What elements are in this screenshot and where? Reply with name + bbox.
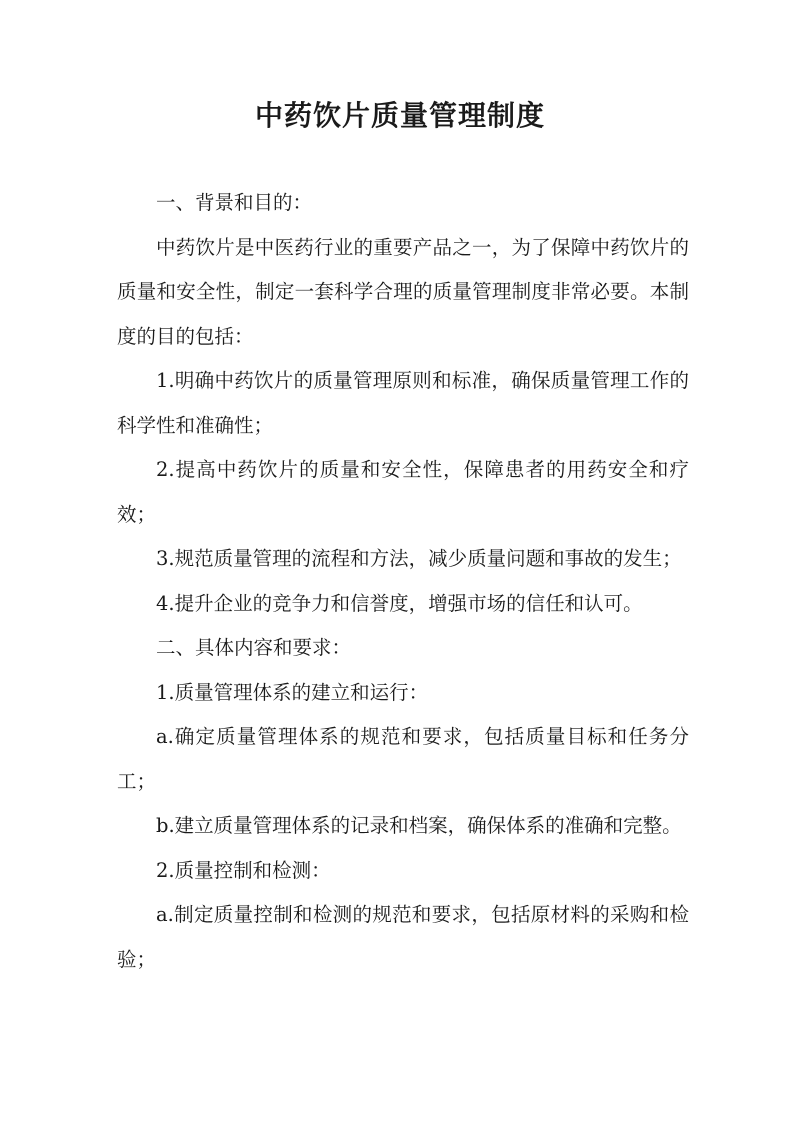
subsection-quality-system: 1.质量管理体系的建立和运行：: [156, 680, 429, 704]
quality-control-item-a: a.制定质量控制和检测的规范和要求，包括原材料的采购和检验；: [117, 903, 689, 971]
purpose-item-4: 4.提升企业的竞争力和信誉度，增强市场的信任和认可。: [156, 591, 643, 615]
purpose-item-3: 3.规范质量管理的流程和方法，减少质量问题和事故的发生；: [156, 547, 682, 570]
quality-system-item-a: a.确定质量管理体系的规范和要求，包括质量目标和任务分工；: [117, 725, 689, 793]
subsection-quality-control: 2.质量控制和检测：: [156, 858, 331, 882]
quality-system-item-b: b.建立质量管理体系的记录和档案，确保体系的准确和完整。: [156, 814, 682, 837]
purpose-item-2: 2.提高中药饮片的质量和安全性，保障患者的用药安全和疗效；: [117, 458, 689, 526]
document-title: 中药饮片质量管理制度: [254, 99, 545, 132]
section-heading-content: 二、具体内容和要求：: [156, 636, 352, 659]
section-heading-background: 一、背景和目的：: [156, 191, 313, 214]
intro-paragraph: 中药饮片是中医药行业的重要产品之一，为了保障中药饮片的质量和安全性，制定一套科学合理的质量管理制度非常必要。本制度的目的包括：: [117, 235, 689, 348]
document-body: [117, 181, 689, 982]
purpose-item-1: 1.明确中药饮片的质量管理原则和标准，确保质量管理工作的科学性和准确性；: [117, 369, 689, 437]
